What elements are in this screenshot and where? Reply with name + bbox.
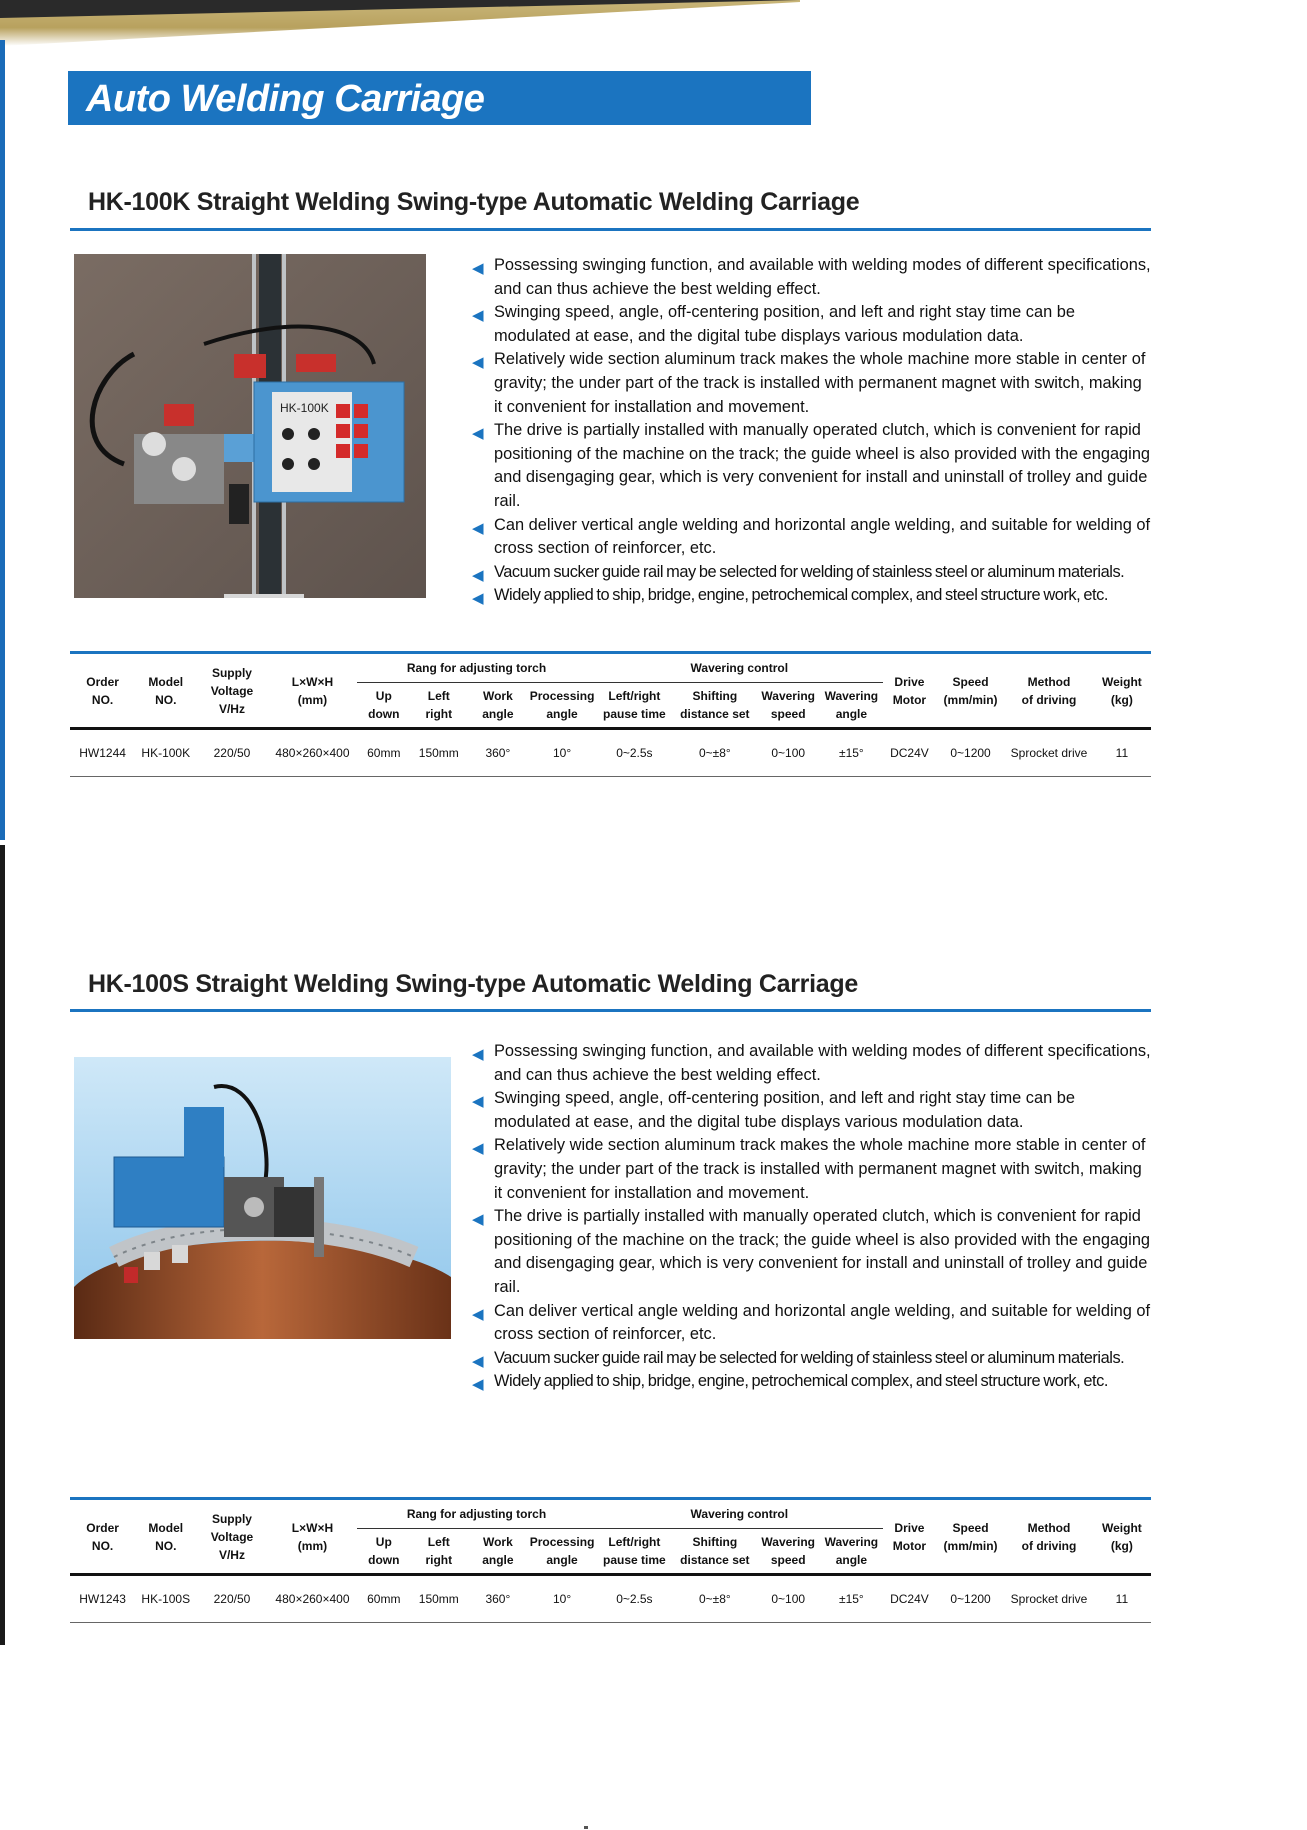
- col-model-no: Model NO.: [135, 1499, 196, 1575]
- cell: 0~100: [757, 729, 820, 777]
- col-speed: Speed (mm/min): [936, 653, 1005, 729]
- col-method: Method of driving: [1005, 653, 1093, 729]
- triangle-bullet-icon: ◀: [472, 519, 484, 537]
- col-processing-angle: Processing angle: [529, 1535, 595, 1567]
- col-drive-motor: Drive Motor: [883, 653, 936, 729]
- cell: Sprocket drive: [1005, 1575, 1093, 1623]
- cell: HK-100K: [135, 729, 196, 777]
- triangle-bullet-icon: ◀: [472, 590, 484, 608]
- product-title-hk100k: HK-100K Straight Welding Swing-type Automatic Welding Carriage: [88, 188, 860, 216]
- feature-list-hk100s: [470, 1040, 1152, 1394]
- triangle-bullet-icon: ◀: [472, 307, 484, 325]
- feature-item: [470, 301, 1152, 348]
- feature-item: [470, 254, 1152, 301]
- col-model-no: Model NO.: [135, 653, 196, 729]
- cell: 0~±8°: [673, 1575, 757, 1623]
- cell: 60mm: [357, 1575, 410, 1623]
- feature-text: Vacuum sucker guide rail may be selected for welding of stainless steel or aluminum materials.: [494, 1348, 1125, 1367]
- feature-text: Relatively wide section aluminum track makes the whole machine more stable in center of gravity; the under part of the track is installed with permanent magnet with switch, making it convenient for installation and movement.: [494, 350, 1146, 416]
- col-dimensions: L×W×H (mm): [268, 1499, 358, 1575]
- col-processing-angle: Processing angle: [529, 689, 595, 721]
- cell: DC24V: [883, 1575, 936, 1623]
- cell: Sprocket drive: [1005, 729, 1093, 777]
- product-title-hk100s: HK-100S Straight Welding Swing-type Automatic Welding Carriage: [88, 970, 858, 998]
- col-speed: Speed (mm/min): [936, 1499, 1005, 1575]
- cell: 0~1200: [936, 1575, 1005, 1623]
- feature-text: Widely applied to ship, bridge, engine, petrochemical complex, and steel structure work, etc.: [494, 1372, 1108, 1391]
- cell: 0~100: [757, 1575, 820, 1623]
- feature-item: [470, 1040, 1152, 1087]
- col-shifting: Shifting distance set: [680, 689, 750, 721]
- feature-text: The drive is partially installed with manually operated clutch, which is convenient for rapid positioning of the machine on the track; the guide wheel is also provided with the engaging and disengaging gear, which is very convenient for install and uninstall of trolley and guide rail.: [494, 421, 1151, 510]
- cell: 360°: [467, 1575, 528, 1623]
- group-torch-adjust: Rang for adjusting torch: [357, 1499, 595, 1529]
- cell: HK-100S: [135, 1575, 196, 1623]
- col-pause-time: Left/right pause time: [603, 1535, 666, 1567]
- table-row: [70, 729, 1151, 777]
- product-photo-hk100s: [74, 1057, 451, 1339]
- feature-text: Can deliver vertical angle welding and horizontal angle welding, and suitable for welding of cross section of reinforcer, etc.: [494, 515, 1151, 558]
- cell: 220/50: [196, 1575, 267, 1623]
- title-rule: [70, 228, 1151, 231]
- col-supply-voltage: Supply Voltage V/Hz: [196, 653, 267, 729]
- cell: 150mm: [410, 1575, 467, 1623]
- col-up-down: Up down: [368, 1535, 400, 1567]
- feature-item: [470, 561, 1152, 585]
- col-order-no: Order NO.: [70, 653, 135, 729]
- cell: 60mm: [357, 729, 410, 777]
- cell: HW1243: [70, 1575, 135, 1623]
- cell: 480×260×400: [268, 1575, 358, 1623]
- cell: 10°: [528, 729, 595, 777]
- col-weight: Weight (kg): [1093, 1499, 1151, 1575]
- cell: 0~±8°: [673, 729, 757, 777]
- cell: 150mm: [410, 729, 467, 777]
- cell: 11: [1093, 1575, 1151, 1623]
- cell: 0~2.5s: [596, 1575, 673, 1623]
- col-work-angle: Work angle: [482, 1535, 514, 1567]
- triangle-bullet-icon: ◀: [472, 425, 484, 443]
- feature-text: Possessing swinging function, and available with welding modes of different specifications, and can thus achieve the best welding effect.: [494, 1042, 1151, 1084]
- feature-list-hk100k: [470, 254, 1152, 608]
- spec-table-hk100s: [70, 1497, 1151, 1623]
- triangle-bullet-icon: ◀: [472, 1140, 484, 1158]
- cell: 0~1200: [936, 729, 1005, 777]
- triangle-bullet-icon: ◀: [472, 260, 484, 277]
- group-wavering-control: Wavering control: [596, 1499, 883, 1529]
- triangle-bullet-icon: ◀: [472, 354, 484, 372]
- col-weight: Weight (kg): [1093, 653, 1151, 729]
- col-wavering-speed: Wavering speed: [761, 1535, 815, 1567]
- col-shifting: Shifting distance set: [680, 1535, 750, 1567]
- left-dark-strip: [0, 845, 5, 1645]
- cell: 11: [1093, 729, 1151, 777]
- feature-text: Vacuum sucker guide rail may be selected for welding of stainless steel or aluminum materials.: [494, 562, 1125, 581]
- feature-text: Swinging speed, angle, off-centering position, and left and right stay time can be modulated at ease, and the digital tube displays various modulation data.: [494, 1089, 1076, 1131]
- cell: 10°: [528, 1575, 595, 1623]
- group-torch-adjust: Rang for adjusting torch: [357, 653, 595, 683]
- feature-item: [470, 1087, 1152, 1134]
- col-left-right: Left right: [425, 689, 453, 721]
- col-pause-time: Left/right pause time: [603, 689, 666, 721]
- cell: ±15°: [820, 729, 883, 777]
- feature-text: Relatively wide section aluminum track makes the whole machine more stable in center of gravity; the under part of the track is installed with permanent magnet with switch, making it convenient for installation and movement.: [494, 1136, 1146, 1202]
- col-left-right: Left right: [425, 1535, 453, 1567]
- triangle-bullet-icon: ◀: [472, 1211, 484, 1229]
- cell: 360°: [467, 729, 528, 777]
- feature-text: Swinging speed, angle, off-centering position, and left and right stay time can be modulated at ease, and the digital tube displays various modulation data.: [494, 303, 1076, 345]
- col-dimensions: L×W×H (mm): [268, 653, 358, 729]
- feature-item: [470, 1205, 1152, 1299]
- cell: DC24V: [883, 729, 936, 777]
- cell: 0~2.5s: [596, 729, 673, 777]
- footer-mark: [584, 1826, 588, 1829]
- feature-item: [470, 584, 1152, 608]
- triangle-bullet-icon: ◀: [472, 1093, 484, 1111]
- feature-item: [470, 1347, 1152, 1371]
- col-drive-motor: Drive Motor: [883, 1499, 936, 1575]
- triangle-bullet-icon: ◀: [472, 1352, 484, 1370]
- feature-item: [470, 1370, 1152, 1394]
- feature-item: [470, 419, 1152, 513]
- feature-text: Can deliver vertical angle welding and horizontal angle welding, and suitable for welding of cross section of reinforcer, etc.: [494, 1301, 1151, 1344]
- triangle-bullet-icon: ◀: [472, 1305, 484, 1323]
- triangle-bullet-icon: ◀: [472, 1046, 484, 1063]
- feature-text: Widely applied to ship, bridge, engine, petrochemical complex, and steel structure work, etc.: [494, 586, 1108, 605]
- title-rule: [70, 1009, 1151, 1012]
- feature-item: [470, 1300, 1152, 1347]
- feature-text: The drive is partially installed with manually operated clutch, which is convenient for rapid positioning of the machine on the track; the guide wheel is also provided with the engaging and disengaging gear, which is very convenient for install and uninstall of trolley and guide rail.: [494, 1207, 1151, 1296]
- feature-item: [470, 514, 1152, 561]
- col-method: Method of driving: [1005, 1499, 1093, 1575]
- col-wavering-angle: Wavering angle: [824, 689, 879, 721]
- feature-text: Possessing swinging function, and available with welding modes of different specifications, and can thus achieve the best welding effect.: [494, 256, 1151, 298]
- left-blue-strip: [0, 40, 5, 840]
- spec-table-hk100k: [70, 651, 1151, 777]
- col-wavering-angle: Wavering angle: [824, 1535, 879, 1567]
- product-photo-hk100k: [74, 254, 426, 598]
- table-row: [70, 1575, 1151, 1623]
- triangle-bullet-icon: ◀: [472, 1376, 484, 1394]
- feature-item: [470, 348, 1152, 419]
- photo-label: HK-100K: [280, 401, 329, 415]
- col-wavering-speed: Wavering speed: [761, 689, 815, 721]
- cell: 480×260×400: [268, 729, 358, 777]
- col-order-no: Order NO.: [70, 1499, 135, 1575]
- cell: ±15°: [820, 1575, 883, 1623]
- cell: 220/50: [196, 729, 267, 777]
- col-up-down: Up down: [368, 689, 400, 721]
- feature-item: [470, 1134, 1152, 1205]
- col-supply-voltage: Supply Voltage V/Hz: [196, 1499, 267, 1575]
- group-wavering-control: Wavering control: [596, 653, 883, 683]
- page-title: Auto Welding Carriage: [86, 78, 485, 120]
- cell: HW1244: [70, 729, 135, 777]
- triangle-bullet-icon: ◀: [472, 566, 484, 584]
- col-work-angle: Work angle: [482, 689, 514, 721]
